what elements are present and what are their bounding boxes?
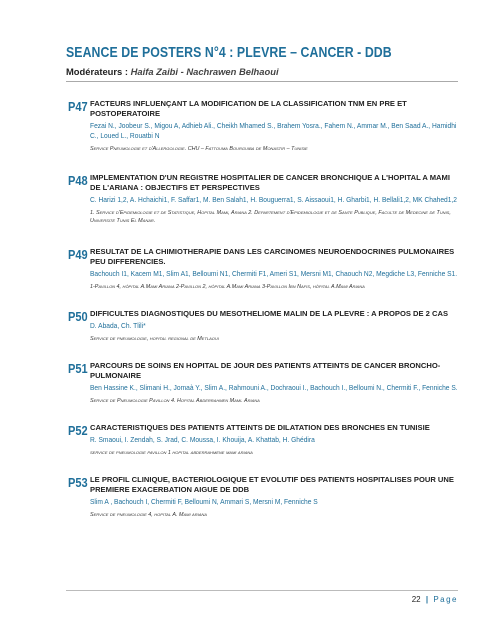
poster-id: P51 — [68, 361, 88, 376]
poster-title: PARCOURS DE SOINS EN HOPITAL DE JOUR DES PATIENTS ATTEINTS DE CANCER BRONCHO- PULMONAIRE — [90, 361, 441, 380]
poster-title: RESULTAT DE LA CHIMIOTHERAPIE DANS LES CARCINOMES NEUROENDOCRINES PULMONAIRES PEU DIFFERENCIES. — [90, 247, 455, 266]
page-footer — [412, 595, 458, 604]
poster-id: P50 — [68, 309, 88, 324]
session-title: SEANCE DE POSTERS N°4 : PLEVRE – CANCER - DDB — [66, 44, 392, 61]
poster-affiliation: service de pneumologie pavillon 1 hopital abderrahmene mami ariana — [90, 450, 253, 456]
poster-id: P49 — [68, 247, 88, 262]
poster-title: LE PROFIL CLINIQUE, BACTERIOLOGIQUE ET EVOLUTIF DES PATIENTS HOSPITALISES POUR UNE PREMIERE EXACERBATION AIGUE DE DDB — [90, 475, 454, 494]
poster-id: P47 — [68, 99, 88, 114]
poster-authors: Ben Hassine K., Slimani H., Jomaà Y., Slim A., Rahmouni A., Dochraoui I., Bachouch I., Belloumi N., Chermiti F., Fenniche S. — [90, 383, 458, 392]
poster-affiliation: Service de pneumologie 4, hopital A. Mami ariana — [90, 512, 207, 518]
poster-authors: D. Abada, Ch. Tlili* — [90, 321, 146, 330]
poster-affiliation: Service de pneumologie, hopital regional de Metlaoui — [90, 336, 219, 342]
poster-affiliation: 1-Pavillon 4, hôpital A.Mami Ariana 2-Pavillon 2, hôpital A.Mami Ariana 3-Pavillon Ibn Nafis, hôpital A.Mami Ariana — [90, 284, 365, 290]
page-label: Page — [433, 595, 458, 604]
title-divider — [66, 81, 458, 82]
poster-title: CARACTERISTIQUES DES PATIENTS ATTEINTS DE DILATATION DES BRONCHES EN TUNISIE — [90, 423, 430, 432]
poster-authors: R. Smaoui, I. Zendah, S. Jrad, C. Moussa, I. Khouija, A. Khattab, H. Ghédira — [90, 435, 315, 444]
poster-id: P48 — [68, 173, 88, 188]
poster-authors: Slim A , Bachouch I, Chermiti F, Belloumi N, Ammari S, Mersni M, Fenniche S — [90, 497, 318, 506]
moderators-label: Modérateurs : — [66, 66, 128, 77]
poster-affiliation: Service Pneumologie et d'Allergologie. CHU – Fattouma Bourguiba de Monastir – Tunisie — [90, 146, 308, 152]
poster-id: P52 — [68, 423, 88, 438]
footer-divider — [66, 590, 458, 591]
poster-id: P53 — [68, 475, 88, 490]
poster-title: DIFFICULTES DIAGNOSTIQUES DU MESOTHELIOME MALIN DE LA PLEVRE : A PROPOS DE 2 CAS — [90, 309, 449, 318]
moderators-names: Haifa Zaibi - Nachrawen Belhaoui — [130, 66, 279, 77]
footer-separator: | — [425, 595, 429, 604]
poster-authors: Fezai N., Joobeur S., Migou A, Adhieb Ali., Cheikh Mhamed S., Brahem Yosra., Fahem N., Ammar M., Ben Saad A., Hamidhi C., Loued L., Rouatbi N — [90, 121, 457, 140]
moderators-line — [66, 66, 279, 77]
poster-title: IMPLEMENTATION D'UN REGISTRE HOSPITALIER DE CANCER BRONCHIQUE A L'HOPITAL A MAMI DE L'ARIANA : OBJECTIFS ET PERSPECTIVES — [90, 173, 450, 192]
poster-authors: Bachouch I1, Kacem M1, Slim A1, Belloumi N1, Chermiti F1, Ameri S1, Mersni M1, Chaouch N2, Megdiche L3, Fenniche S1. — [90, 269, 458, 278]
poster-affiliation: Service de Pneumologie Pavillon 4. Hopital Abderrahmen Mami. Ariana — [90, 398, 260, 404]
poster-title: FACTEURS INFLUENÇANT LA MODIFICATION DE LA CLASSIFICATION TNM EN PRE ET POSTOPERATOIRE — [90, 99, 407, 118]
poster-affiliation: 1. Service d'Epidemiologie et de Statistique, Hopital Mami, Ariana 2. Departement d'Epidemiologie et de Sante Publique, Faculte de Medecine de Tunis, Universite Tunis El Manar. — [90, 210, 451, 224]
poster-authors: C. Harizi 1,2, A. Hchaichi1, F. Saffar1, M. Ben Salah1, H. Bouguerra1, S. Aissaoui1, H. Gharbi1, H. Bellali1,2, MK Chahed1,2 — [90, 195, 458, 204]
page-number: 22 — [411, 595, 421, 604]
